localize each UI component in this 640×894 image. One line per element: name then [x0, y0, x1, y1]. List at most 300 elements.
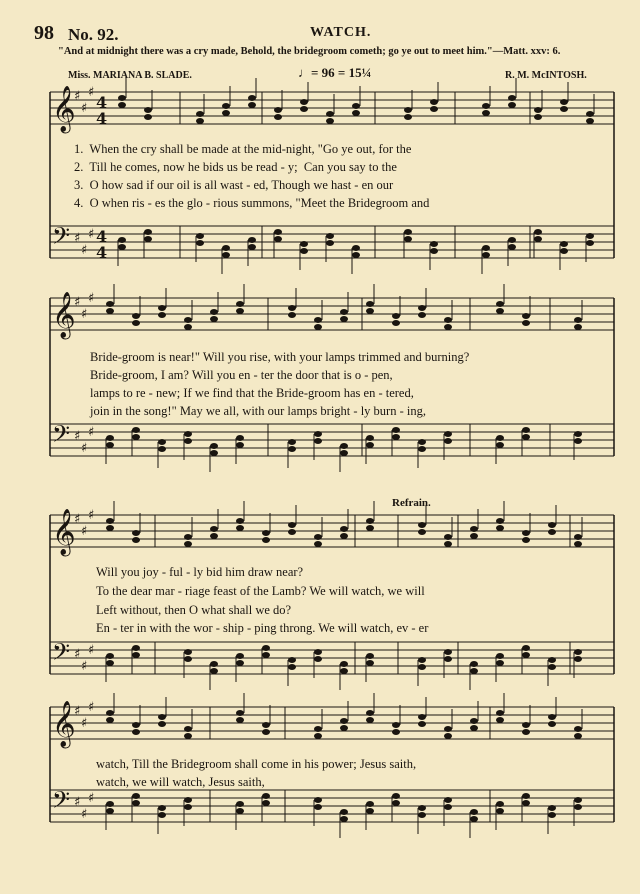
note-head [326, 118, 334, 124]
note-head [340, 668, 348, 674]
note-head [106, 808, 114, 814]
note-head [496, 301, 504, 307]
note-head [560, 106, 568, 112]
note-head [352, 110, 360, 116]
note-head [158, 305, 166, 311]
note-head [144, 236, 152, 242]
time-signature: 4 [96, 243, 108, 262]
note-head [314, 726, 322, 732]
note-head [132, 537, 140, 543]
note-head [262, 645, 270, 651]
note-head [340, 316, 348, 322]
note-head [496, 518, 504, 524]
note-head [560, 248, 568, 254]
note-head [444, 431, 452, 437]
note-head [586, 233, 594, 239]
hymn-number: No. 92. [68, 25, 119, 44]
note-head [340, 526, 348, 532]
note-head [418, 529, 426, 535]
note-head [340, 816, 348, 822]
note-head [574, 431, 582, 437]
hymn-title: WATCH. [310, 25, 372, 40]
note-head [496, 435, 504, 441]
note-head [418, 439, 426, 445]
lyric-line: 4. O when ris - es the glo - rious summons, "Meet the Bridegroom and [74, 196, 430, 210]
note-head [574, 649, 582, 655]
note-head [418, 721, 426, 727]
note-head [196, 233, 204, 239]
note-head [210, 668, 218, 674]
note-head [158, 439, 166, 445]
sharp-sign: ♯ [81, 659, 88, 674]
note-head [158, 812, 166, 818]
note-head [534, 229, 542, 235]
note-head [522, 320, 530, 326]
treble-clef: 𝄞 [52, 509, 76, 555]
lyric-line: 1. When the cry shall be made at the mid-night, "Go ye out, for the [74, 142, 412, 156]
bass-clef: 𝄢 [52, 786, 71, 819]
lyric-line: 3. O how sad if our oil is all wast - ed, Though we hast - en our [74, 178, 394, 192]
note-head [522, 722, 530, 728]
note-head [288, 305, 296, 311]
note-head [574, 324, 582, 330]
lyric-line: 2. Till he comes, now he bids us be read - y; Can you say to the [74, 160, 397, 174]
note-head [236, 801, 244, 807]
note-head [470, 661, 478, 667]
note-head [236, 717, 244, 723]
note-head [236, 660, 244, 666]
note-head [236, 301, 244, 307]
lyric-line: En - ter in with the wor - ship - ping throng. We will watch, ev - er [96, 621, 429, 635]
note-head [444, 797, 452, 803]
note-head [106, 301, 114, 307]
note-head [574, 541, 582, 547]
note-head [106, 525, 114, 531]
note-head [196, 118, 204, 124]
note-head [184, 649, 192, 655]
composer: R. M. McINTOSH. [505, 70, 587, 81]
note-head [444, 541, 452, 547]
note-head [262, 537, 270, 543]
sharp-sign: ♯ [74, 231, 81, 246]
note-head [314, 438, 322, 444]
note-head [444, 438, 452, 444]
note-head [444, 804, 452, 810]
note-head [184, 541, 192, 547]
lyric-line: Left without, then O what shall we do? [96, 603, 292, 617]
note-head [262, 530, 270, 536]
sharp-sign: ♯ [88, 643, 95, 658]
note-head [262, 729, 270, 735]
scripture-quote: "And at midnight there was a cry made, Behold, the bridegroom cometh; go ye out to meet him."—Matt. xxv: 6. [58, 46, 561, 57]
note-head [392, 722, 400, 728]
sharp-sign: ♯ [88, 700, 95, 715]
note-head [392, 313, 400, 319]
time-signature: 4 [96, 227, 108, 246]
note-head [366, 717, 374, 723]
note-head [444, 649, 452, 655]
note-head [106, 653, 114, 659]
note-head [586, 240, 594, 246]
note-head [196, 240, 204, 246]
note-head [300, 241, 308, 247]
note-head [340, 718, 348, 724]
note-head [184, 324, 192, 330]
note-head [288, 446, 296, 452]
time-signature: 4 [96, 93, 108, 112]
note-head [418, 714, 426, 720]
note-head [132, 434, 140, 440]
sharp-sign: ♯ [74, 429, 81, 444]
note-head [522, 800, 530, 806]
note-head [288, 664, 296, 670]
note-head [548, 657, 556, 663]
note-head [404, 107, 412, 113]
note-head [522, 427, 530, 433]
note-head [158, 714, 166, 720]
note-head [560, 99, 568, 105]
note-head [418, 812, 426, 818]
sharp-sign: ♯ [81, 524, 88, 539]
note-head [444, 656, 452, 662]
note-head [132, 722, 140, 728]
lyric-line: join in the song!" May we all, with our lamps bright - ly burn - ing, [90, 404, 426, 418]
note-head [366, 660, 374, 666]
note-head [106, 435, 114, 441]
tempo-marking: ♩= 96 = 15¼ [298, 65, 372, 80]
note-head [106, 801, 114, 807]
note-head [158, 312, 166, 318]
note-head [574, 726, 582, 732]
note-head [392, 729, 400, 735]
note-head [522, 729, 530, 735]
page-number: 98 [34, 22, 54, 44]
note-head [132, 652, 140, 658]
note-head [184, 656, 192, 662]
note-head [248, 237, 256, 243]
sharp-sign: ♯ [74, 295, 81, 310]
note-head [482, 103, 490, 109]
note-head [132, 320, 140, 326]
note-head [196, 111, 204, 117]
note-head [236, 308, 244, 314]
note-head [534, 107, 542, 113]
lyric-line: Will you joy - ful - ly bid him draw near? [96, 565, 304, 579]
note-head [118, 95, 126, 101]
note-head [132, 645, 140, 651]
note-head [352, 245, 360, 251]
note-head [118, 244, 126, 250]
note-head [522, 652, 530, 658]
note-head [184, 438, 192, 444]
note-head [184, 726, 192, 732]
note-head [534, 114, 542, 120]
lyricist: Miss. MARIANA B. SLADE. [68, 70, 192, 81]
note-head [418, 522, 426, 528]
note-head [106, 710, 114, 716]
note-head [444, 317, 452, 323]
note-head [366, 653, 374, 659]
note-head [482, 252, 490, 258]
note-head [586, 118, 594, 124]
note-head [444, 726, 452, 732]
note-head [288, 312, 296, 318]
note-head [106, 308, 114, 314]
note-head [496, 801, 504, 807]
note-head [132, 800, 140, 806]
note-head [222, 103, 230, 109]
note-head [132, 729, 140, 735]
note-head [314, 656, 322, 662]
note-head [132, 793, 140, 799]
note-head [366, 435, 374, 441]
note-head [418, 305, 426, 311]
lyric-line: lamps to re - new; If we find that the Bride-groom has en - tered, [90, 386, 414, 400]
note-head [262, 722, 270, 728]
note-head [236, 808, 244, 814]
note-head [548, 721, 556, 727]
note-head [274, 229, 282, 235]
note-head [352, 252, 360, 258]
sharp-sign: ♯ [88, 227, 95, 242]
note-head [236, 518, 244, 524]
note-head [404, 229, 412, 235]
note-head [210, 450, 218, 456]
note-head [496, 653, 504, 659]
note-head [548, 664, 556, 670]
note-head [314, 431, 322, 437]
note-head [184, 804, 192, 810]
note-head [366, 808, 374, 814]
note-head [326, 111, 334, 117]
sharp-sign: ♯ [74, 89, 81, 104]
note-head [430, 106, 438, 112]
note-head [392, 320, 400, 326]
note-head [326, 233, 334, 239]
note-head [236, 442, 244, 448]
sharp-sign: ♯ [74, 512, 81, 527]
note-head [482, 110, 490, 116]
note-head [470, 526, 478, 532]
note-head [326, 240, 334, 246]
sharp-sign: ♯ [88, 85, 95, 100]
note-head [392, 793, 400, 799]
note-head [262, 652, 270, 658]
note-head [118, 237, 126, 243]
note-head [274, 114, 282, 120]
note-head [574, 804, 582, 810]
note-head [508, 244, 516, 250]
note-head [340, 309, 348, 315]
note-head [366, 518, 374, 524]
treble-clef: 𝄞 [52, 292, 76, 338]
note-head [340, 450, 348, 456]
note-head [184, 534, 192, 540]
lyric-line: Bride-groom, I am? Will you en - ter the door that is o - pen, [90, 368, 393, 382]
note-head [210, 526, 218, 532]
sharp-sign: ♯ [74, 704, 81, 719]
note-head [184, 317, 192, 323]
note-head [340, 661, 348, 667]
note-head [548, 805, 556, 811]
note-head [340, 533, 348, 539]
note-head [222, 245, 230, 251]
note-head [496, 308, 504, 314]
note-head [470, 809, 478, 815]
note-head [548, 529, 556, 535]
note-head [340, 809, 348, 815]
note-head [300, 106, 308, 112]
note-head [106, 442, 114, 448]
note-head [392, 434, 400, 440]
refrain-label: Refrain. [392, 497, 431, 509]
note-head [210, 533, 218, 539]
note-head [314, 804, 322, 810]
note-head [210, 443, 218, 449]
note-head [508, 102, 516, 108]
note-head [496, 660, 504, 666]
note-head [144, 107, 152, 113]
note-head [560, 241, 568, 247]
note-head [496, 710, 504, 716]
note-head [106, 717, 114, 723]
note-head [404, 114, 412, 120]
sharp-sign: ♯ [88, 425, 95, 440]
bass-clef: 𝄢 [52, 638, 71, 671]
sharp-sign: ♯ [74, 647, 81, 662]
note-head [418, 664, 426, 670]
note-head [314, 324, 322, 330]
note-head [470, 725, 478, 731]
sharp-sign: ♯ [81, 441, 88, 456]
note-head [366, 442, 374, 448]
note-head [418, 805, 426, 811]
note-head [392, 427, 400, 433]
note-head [314, 649, 322, 655]
note-head [132, 530, 140, 536]
note-head [522, 793, 530, 799]
note-head [288, 439, 296, 445]
note-head [470, 718, 478, 724]
note-head [236, 435, 244, 441]
note-head [444, 733, 452, 739]
note-head [184, 797, 192, 803]
note-head [418, 446, 426, 452]
note-head [274, 236, 282, 242]
note-head [548, 522, 556, 528]
note-head [366, 301, 374, 307]
note-head [574, 438, 582, 444]
note-head [132, 313, 140, 319]
note-head [288, 657, 296, 663]
treble-clef: 𝄞 [52, 701, 76, 747]
note-head [210, 661, 218, 667]
note-head [106, 518, 114, 524]
note-head [470, 816, 478, 822]
note-head [184, 733, 192, 739]
note-head [496, 525, 504, 531]
lyric-line: To the dear mar - riage feast of the Lamb? We will watch, we will [96, 584, 425, 598]
note-head [482, 245, 490, 251]
note-head [366, 308, 374, 314]
note-head [366, 710, 374, 716]
treble-clef: 𝄞 [52, 86, 76, 132]
note-head [144, 229, 152, 235]
note-head [496, 442, 504, 448]
note-head [496, 717, 504, 723]
note-head [158, 446, 166, 452]
note-head [274, 107, 282, 113]
note-head [470, 533, 478, 539]
note-head [574, 733, 582, 739]
note-head [574, 317, 582, 323]
note-head [574, 534, 582, 540]
note-head [404, 236, 412, 242]
note-head [574, 656, 582, 662]
note-head [300, 99, 308, 105]
sharp-sign: ♯ [81, 101, 88, 116]
note-head [262, 793, 270, 799]
note-head [144, 114, 152, 120]
lyric-line: watch, Till the Bridegroom shall come in his power; Jesus saith, [96, 757, 417, 771]
note-head [366, 801, 374, 807]
note-head [158, 721, 166, 727]
note-head [444, 534, 452, 540]
note-head [314, 534, 322, 540]
note-head [522, 645, 530, 651]
bass-clef: 𝄢 [52, 420, 71, 453]
note-head [444, 324, 452, 330]
note-head [522, 530, 530, 536]
note-head [248, 244, 256, 250]
note-head [132, 427, 140, 433]
note-head [184, 431, 192, 437]
note-head [222, 252, 230, 258]
note-head [210, 309, 218, 315]
note-head [470, 668, 478, 674]
note-head [496, 808, 504, 814]
note-head [314, 317, 322, 323]
note-head [248, 95, 256, 101]
sharp-sign: ♯ [81, 716, 88, 731]
note-head [548, 714, 556, 720]
note-head [300, 248, 308, 254]
note-head [522, 313, 530, 319]
sharp-sign: ♯ [81, 243, 88, 258]
note-head [508, 237, 516, 243]
note-head [340, 725, 348, 731]
note-head [574, 797, 582, 803]
note-head [352, 103, 360, 109]
note-head [522, 434, 530, 440]
sharp-sign: ♯ [88, 291, 95, 306]
sharp-sign: ♯ [81, 307, 88, 322]
note-head [586, 111, 594, 117]
sharp-sign: ♯ [74, 795, 81, 810]
note-head [158, 805, 166, 811]
note-head [236, 525, 244, 531]
lyric-line: watch, we will watch, Jesus saith, [96, 775, 265, 789]
note-head [418, 312, 426, 318]
bass-clef: 𝄢 [52, 222, 71, 255]
note-head [262, 800, 270, 806]
note-head [248, 102, 256, 108]
note-head [288, 529, 296, 535]
note-head [314, 733, 322, 739]
note-head [340, 443, 348, 449]
note-head [222, 110, 230, 116]
sharp-sign: ♯ [88, 508, 95, 523]
